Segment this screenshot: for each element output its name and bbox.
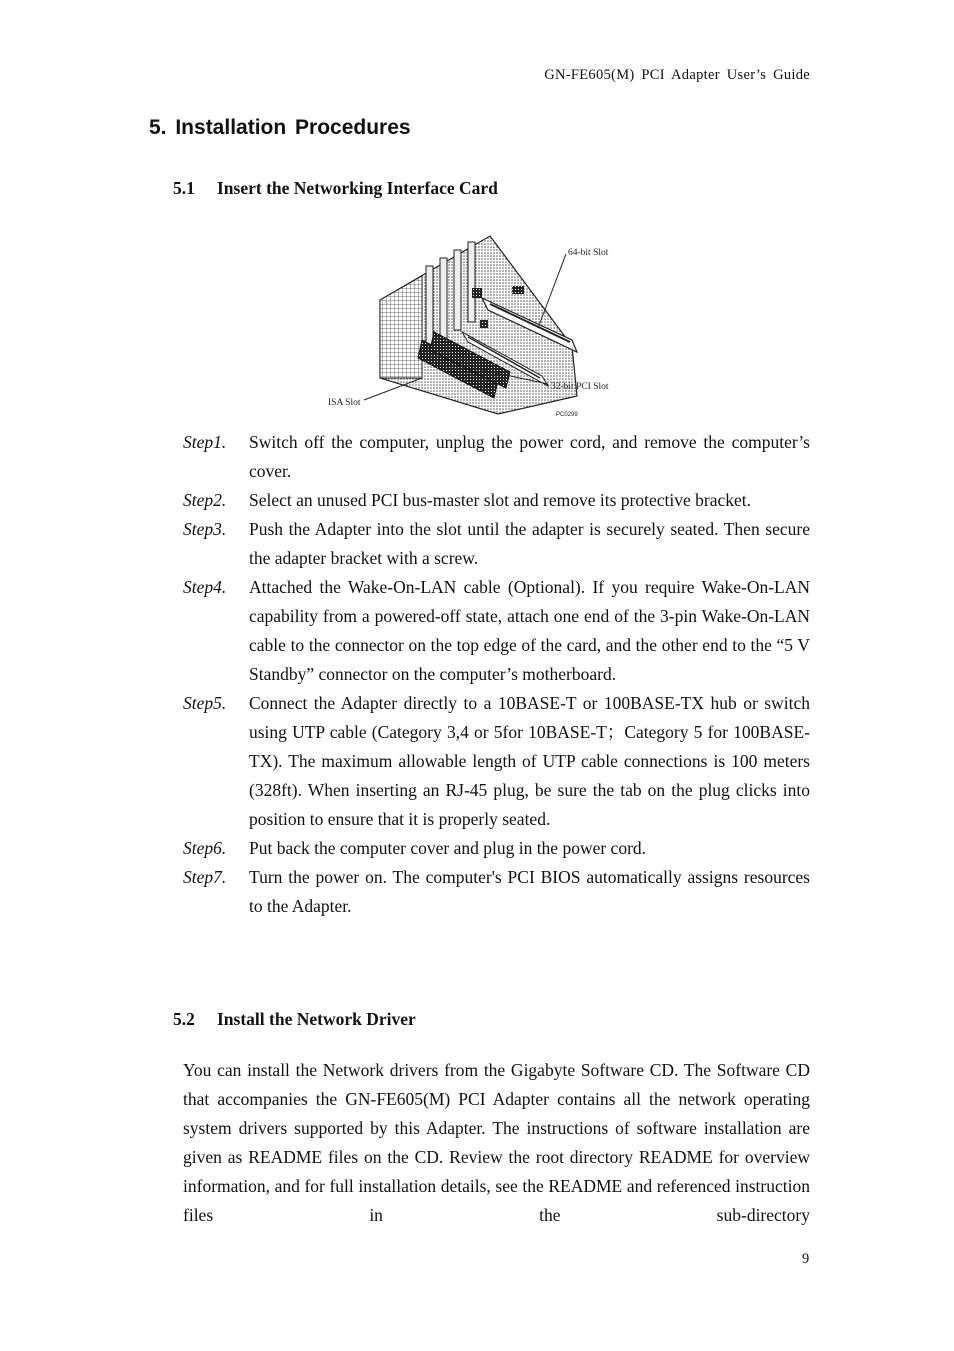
- running-header: GN-FE605(M) PCI Adapter User’s Guide: [544, 67, 810, 83]
- step-item: [183, 834, 810, 863]
- section-heading-5-1: [173, 178, 498, 199]
- step-label: Step4.: [183, 577, 227, 597]
- installation-steps: [183, 428, 810, 921]
- section-title: Insert the Networking Interface Card: [217, 178, 498, 198]
- step-item: [183, 428, 810, 486]
- step-text: Select an unused PCI bus-master slot and remove its protective bracket.: [249, 490, 752, 510]
- step-text: Turn the power on. The computer's PCI BIOS automatically assigns resources to the Adapter.: [249, 867, 810, 916]
- step-label: Step5.: [183, 693, 227, 713]
- label-figure-code: PC0299: [556, 412, 578, 418]
- step-item: [183, 863, 810, 921]
- step-item: [183, 486, 810, 515]
- step-text: Attached the Wake-On-LAN cable (Optional). If you require Wake-On-LAN capability from a powered-off state, attach one end of the 3-pin Wake-On-LAN cable to the connector on the top edge of the card, and the other end to the “5 V Standby” connector on the computer’s motherboard.: [249, 577, 810, 684]
- section-heading-5-2: [173, 1009, 416, 1030]
- driver-paragraph: You can install the Network drivers from the Gigabyte Software CD. The Software CD that accompanies the GN-FE605(M) PCI Adapter contains all the network operating system drivers supported by this Adapter. The instructions of software installation are given as README files on the CD. Review the root directory README for overview information, and for full installation details, see the README and referenced instruction files in the sub-directory: [183, 1060, 810, 1225]
- step-item: [183, 515, 810, 573]
- step-text: Connect the Adapter directly to a 10BASE-T or 100BASE-TX hub or switch using UTP cable (Category 3,4 or 5for 10BASE-T；Category 5 for 100BASE-TX). The maximum allowable length of UTP cable connections is 100 meters (328ft). When inserting an RJ-45 plug, be sure the tab on the plug clicks into position to ensure that it is properly seated.: [249, 693, 810, 829]
- step-label: Step6.: [183, 838, 227, 858]
- label-isa-slot: ISA Slot: [328, 398, 361, 408]
- pci-slot-illustration: [322, 228, 622, 420]
- step-text: Push the Adapter into the slot until the adapter is securely seated. Then secure the adapter bracket with a screw.: [249, 519, 810, 568]
- section-number: 5.2: [173, 1009, 195, 1029]
- chapter-title: 5. Installation Procedures: [149, 116, 411, 139]
- step-text: Put back the computer cover and plug in the power cord.: [249, 838, 647, 858]
- pci-slot-diagram: [322, 228, 622, 420]
- step-label: Step3.: [183, 519, 227, 539]
- section-title: Install the Network Driver: [217, 1009, 416, 1029]
- step-label: Step1.: [183, 432, 227, 452]
- label-64-bit-slot: 64-bit Slot: [568, 248, 609, 258]
- step-item: [183, 689, 810, 834]
- section-number: 5.1: [173, 178, 195, 198]
- page-number: 9: [802, 1251, 810, 1267]
- step-text: Switch off the computer, unplug the power cord, and remove the computer’s cover.: [249, 432, 810, 481]
- step-item: [183, 573, 810, 689]
- step-label: Step7.: [183, 867, 227, 887]
- label-32-bit-pci-slot: 32-bit PCI Slot: [551, 382, 609, 392]
- step-label: Step2.: [183, 490, 227, 510]
